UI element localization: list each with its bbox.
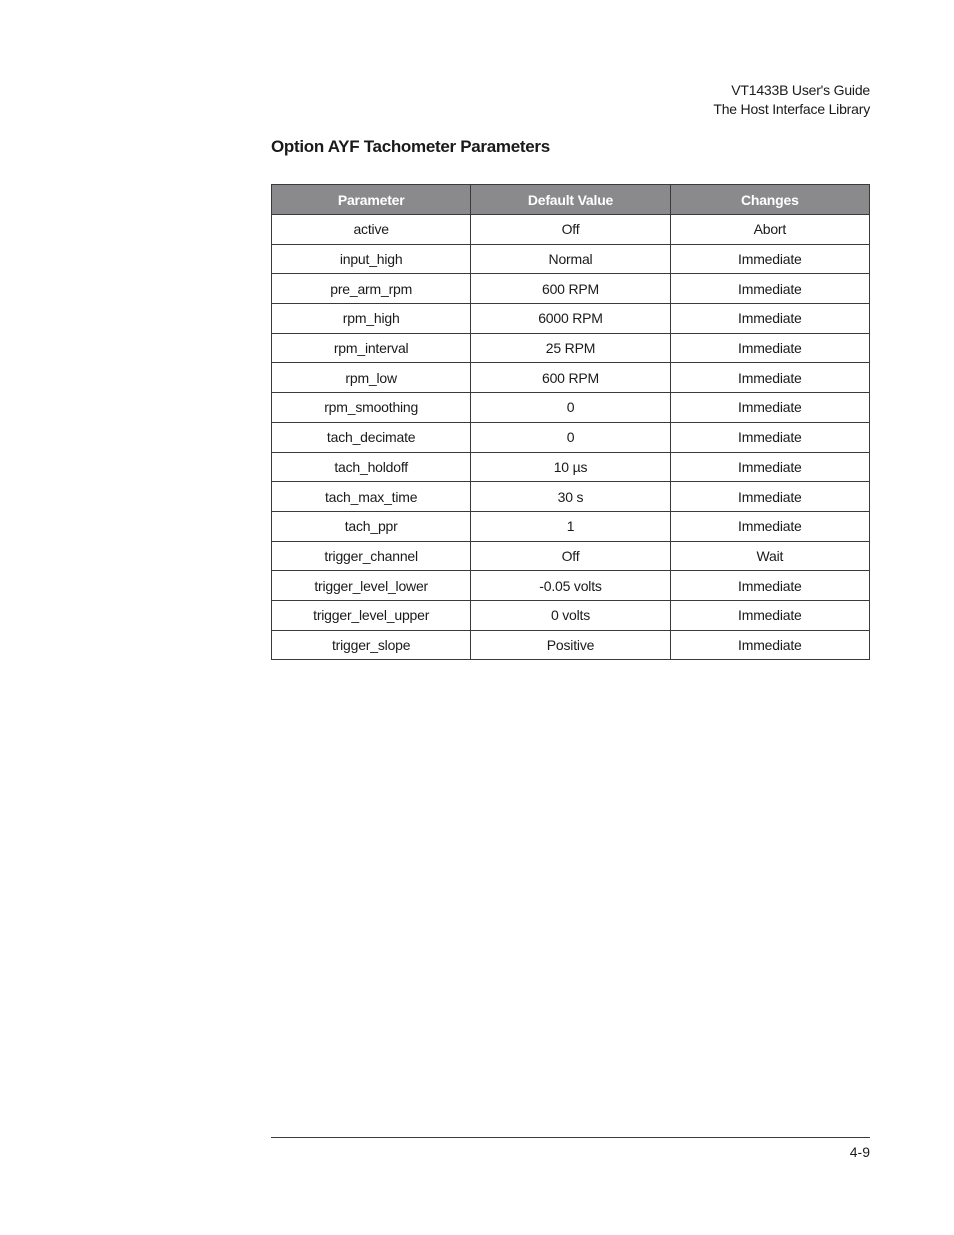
cell-parameter: tach_ppr	[272, 511, 471, 541]
cell-default-value: 600 RPM	[471, 363, 670, 393]
cell-parameter: rpm_low	[272, 363, 471, 393]
cell-parameter: tach_holdoff	[272, 452, 471, 482]
cell-parameter: trigger_level_upper	[272, 600, 471, 630]
cell-default-value: -0.05 volts	[471, 571, 670, 601]
table-row	[272, 274, 870, 304]
table-body	[272, 215, 870, 660]
table-row	[272, 215, 870, 245]
cell-default-value: 600 RPM	[471, 274, 670, 304]
table-row	[272, 630, 870, 660]
cell-changes: Abort	[670, 215, 869, 245]
parameters-table	[271, 184, 870, 660]
cell-changes: Immediate	[670, 304, 869, 334]
cell-default-value: 0	[471, 422, 670, 452]
cell-parameter: rpm_high	[272, 304, 471, 334]
cell-default-value: 6000 RPM	[471, 304, 670, 334]
cell-changes: Immediate	[670, 422, 869, 452]
table-header	[272, 185, 870, 215]
cell-changes: Immediate	[670, 244, 869, 274]
cell-changes: Immediate	[670, 600, 869, 630]
cell-parameter: trigger_slope	[272, 630, 471, 660]
cell-default-value: Positive	[471, 630, 670, 660]
cell-changes: Immediate	[670, 452, 869, 482]
cell-parameter: tach_max_time	[272, 482, 471, 512]
cell-default-value: 0 volts	[471, 600, 670, 630]
table-row	[272, 363, 870, 393]
column-header-parameter: Parameter	[272, 185, 471, 215]
cell-default-value: Off	[471, 541, 670, 571]
cell-default-value: 25 RPM	[471, 333, 670, 363]
cell-changes: Immediate	[670, 333, 869, 363]
cell-parameter: tach_decimate	[272, 422, 471, 452]
cell-parameter: trigger_channel	[272, 541, 471, 571]
cell-changes: Immediate	[670, 393, 869, 423]
section-title: Option AYF Tachometer Parameters	[271, 137, 550, 156]
column-header-changes: Changes	[670, 185, 869, 215]
footer-rule	[271, 1137, 870, 1138]
cell-default-value: 0	[471, 393, 670, 423]
cell-parameter: rpm_smoothing	[272, 393, 471, 423]
table-row	[272, 393, 870, 423]
cell-parameter: rpm_interval	[272, 333, 471, 363]
table-row	[272, 600, 870, 630]
cell-default-value: Off	[471, 215, 670, 245]
cell-parameter: pre_arm_rpm	[272, 274, 471, 304]
cell-changes: Immediate	[670, 363, 869, 393]
chapter-title: The Host Interface Library	[713, 101, 870, 117]
cell-default-value: Normal	[471, 244, 670, 274]
cell-changes: Wait	[670, 541, 869, 571]
table-row	[272, 304, 870, 334]
cell-default-value: 1	[471, 511, 670, 541]
running-header	[713, 81, 870, 119]
table-row	[272, 452, 870, 482]
column-header-default-value: Default Value	[471, 185, 670, 215]
cell-changes: Immediate	[670, 630, 869, 660]
table-row	[272, 333, 870, 363]
cell-parameter: input_high	[272, 244, 471, 274]
table-row	[272, 571, 870, 601]
cell-changes: Immediate	[670, 274, 869, 304]
header-row	[272, 185, 870, 215]
table-row	[272, 541, 870, 571]
cell-changes: Immediate	[670, 482, 869, 512]
cell-default-value: 10 µs	[471, 452, 670, 482]
guide-title: VT1433B User's Guide	[731, 82, 870, 98]
cell-default-value: 30 s	[471, 482, 670, 512]
table-row	[272, 511, 870, 541]
cell-changes: Immediate	[670, 511, 869, 541]
cell-parameter: active	[272, 215, 471, 245]
table-row	[272, 244, 870, 274]
cell-parameter: trigger_level_lower	[272, 571, 471, 601]
cell-changes: Immediate	[670, 571, 869, 601]
table-row	[272, 422, 870, 452]
table-row	[272, 482, 870, 512]
page-number: 4-9	[849, 1144, 870, 1160]
